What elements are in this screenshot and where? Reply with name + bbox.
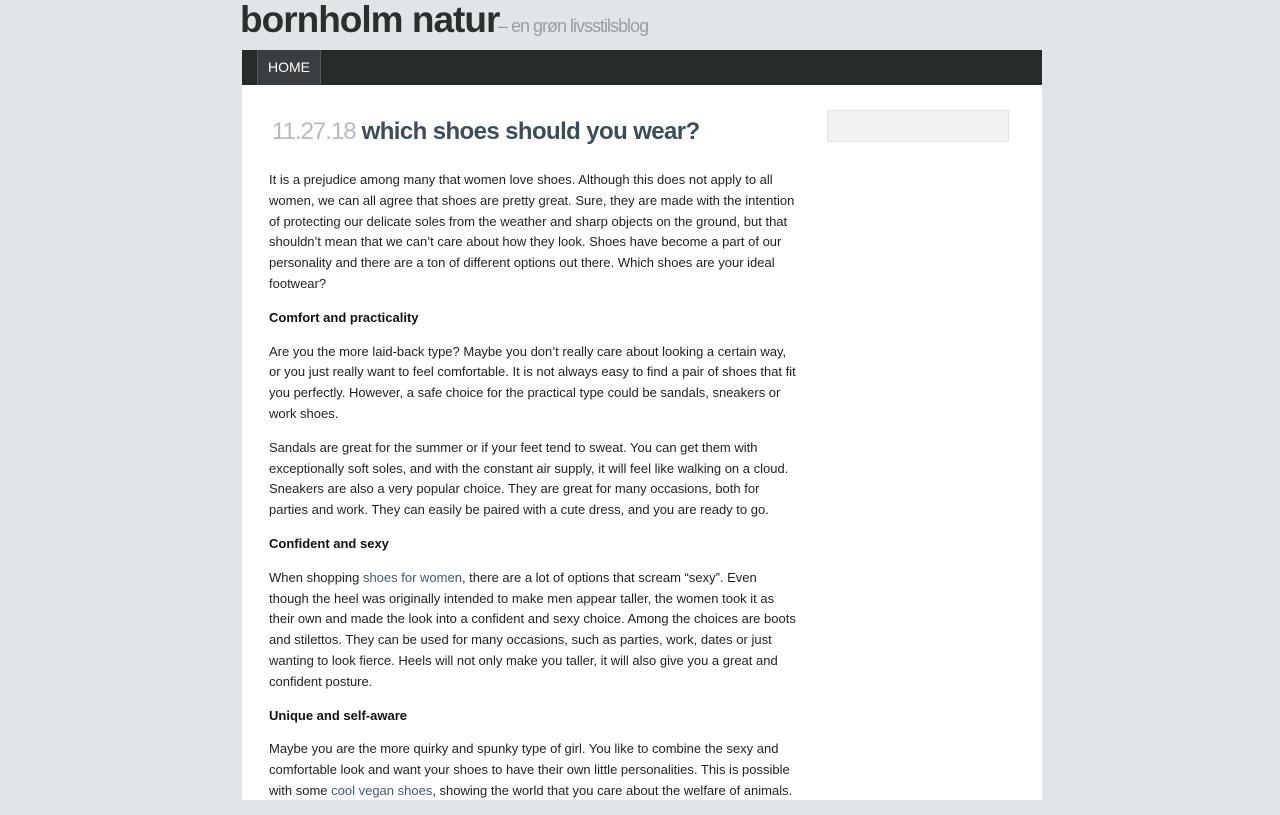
section-heading: Comfort and practicality [269,309,419,325]
shoes-for-women-link[interactable]: shoes for women [362,569,462,585]
main-navigation [242,50,1042,85]
blog-post [269,113,799,815]
post-text: Maybe you are the more quirky and spunky type of girl. You like to combine the sexy and comfortable look and want your shoes to have their own little personalities. This is possible with some [269,741,790,798]
post-title-text[interactable]: which shoes should you wear? [361,118,700,145]
post-paragraph [269,739,799,801]
sidebar-search-box[interactable] [827,110,1009,142]
post-text: When shopping [269,569,363,585]
post-date: 11.27.18 [272,118,356,145]
post-text: , showing the world that you care about the welfare of animals. [432,782,793,798]
site-tagline: – en grøn livsstilsblog [498,16,649,36]
post-paragraph [269,568,799,693]
content-container [242,85,1042,800]
post-title[interactable] [272,113,799,151]
site-header [240,0,1040,50]
post-paragraph: Are you the more laid-back type? Maybe you don’t really care about looking a certain way, or you just really want to feel comfortable. It is not always easy to find a pair of shoes that fit you perfectly. However, a safe choice for the practical type could be sandals, sneakers or work shoes. [269,343,796,421]
nav-item-home[interactable]: HOME [257,50,321,85]
post-paragraph: Sandals are great for the summer or if your feet tend to sweat. You can get them with exceptionally soft soles, and with the constant air supply, it will feel like walking on a cloud. Sneakers are also a very popular choice. They are great for many occasions, both for parties and work. They can easily be paired with a cute dress, and you are ready to go. [269,439,789,518]
cool-vegan-shoes-link[interactable]: cool vegan shoes [331,782,433,798]
section-heading: Unique and self-aware [269,707,407,723]
section-heading: Confident and sexy [269,535,389,551]
post-text: , there are a lot of options that scream “sexy”. Even though the heel was originally intended to make men appear taller, the women took it as their own and made the look into a confident and sexy choice. Among the choices are boots and stilettos. They can be used for many occasions, such as parties, work, dates or just wanting to look fierce. Heels will not only make you taller, it will also give you a great and confident posture. [269,569,796,689]
site-title[interactable]: bornholm natur [240,0,500,40]
post-paragraph: It is a prejudice among many that women love shoes. Although this does not apply to all women, we can all agree that shoes are pretty great. Sure, they are made with the intention of protecting our delicate soles from the weather and sharp objects on the ground, but that shouldn’t mean that we can’t care about how they look. Shoes have become a part of our personality and there are a ton of different options out there. Which shoes are your ideal footwear? [269,172,795,291]
